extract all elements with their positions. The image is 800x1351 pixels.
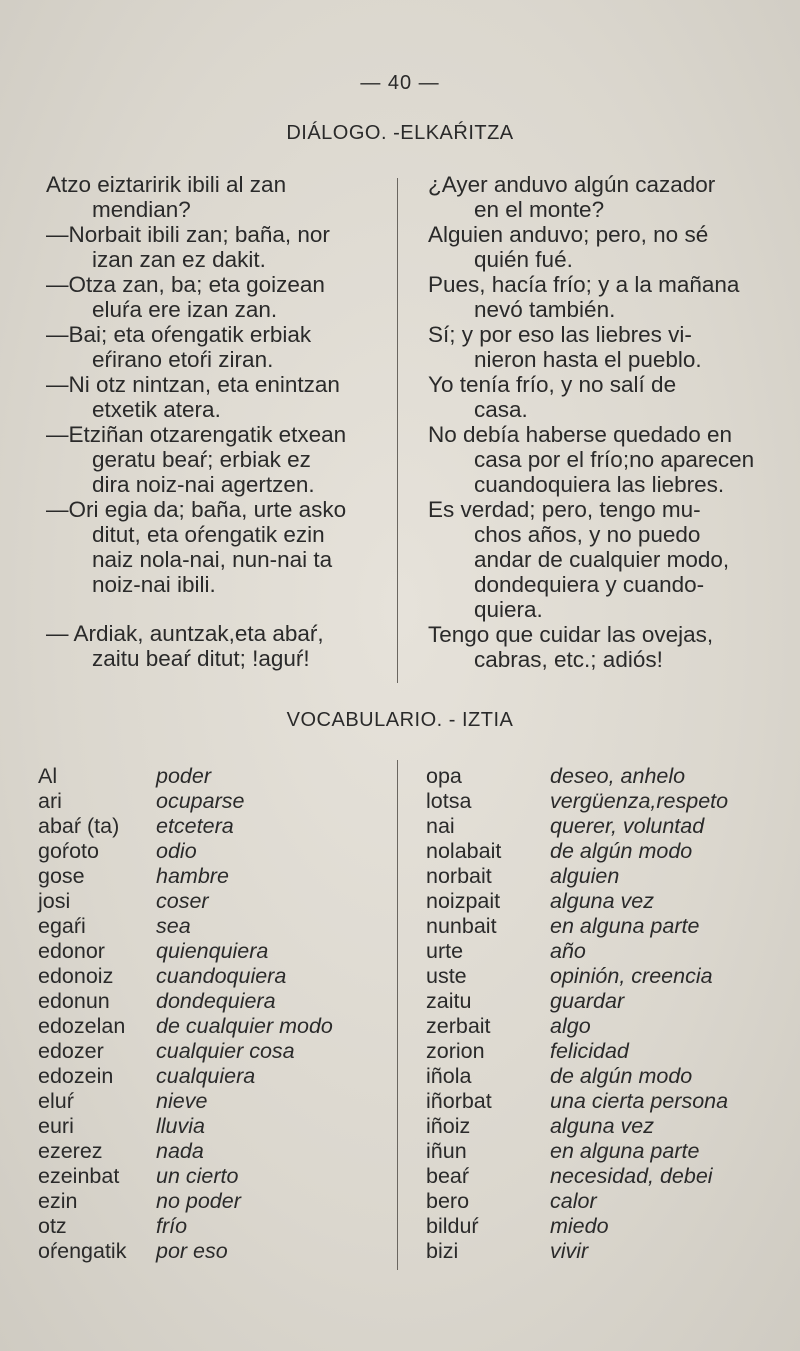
dialogue-line: ditut, eta oŕengatik ezin — [92, 522, 325, 547]
vocabulary-row — [38, 1039, 388, 1064]
vocabulary-meaning: una cierta persona — [550, 1089, 729, 1113]
vocabulary-term: nolabait — [426, 839, 502, 863]
vocabulary-term: lotsa — [426, 789, 472, 813]
vocabulary-meaning: un cierto — [156, 1164, 239, 1188]
vocabulary-row — [426, 1064, 786, 1089]
vocabulary-term: otz — [38, 1214, 67, 1238]
vocabulary-term: nunbait — [426, 914, 497, 938]
vocabulary-term: iñola — [426, 1064, 472, 1088]
dialogue-line: quiera. — [474, 597, 543, 622]
dialogue-entry — [46, 322, 386, 372]
vocabulary-row — [38, 939, 388, 964]
vocabulary-meaning: opinión, creencia — [550, 964, 713, 988]
vocabulary-term: norbait — [426, 864, 492, 888]
vocabulary-title: VOCABULARIO. - IZTIA — [286, 709, 514, 731]
dialogue-entry — [46, 272, 386, 322]
dialogue-line: casa por el frío;no aparecen — [474, 447, 755, 472]
vocabulary-meaning: etcetera — [156, 814, 234, 838]
page-number: — 40 — — [360, 72, 440, 94]
vocabulary-row — [426, 1214, 786, 1239]
vocabulary-meaning: de cualquier modo — [156, 1014, 333, 1038]
vocabulary-meaning: alguna vez — [550, 1114, 654, 1138]
vocabulary-meaning: en alguna parte — [550, 1139, 700, 1163]
vocabulary-term: bero — [426, 1189, 470, 1213]
vocabulary-term: zerbait — [426, 1014, 491, 1038]
vocabulary-row — [38, 1189, 388, 1214]
vocabulary-meaning: alguien — [550, 864, 620, 888]
dialogue-entry — [428, 622, 768, 672]
dialogue-line: noiz-nai ibili. — [92, 572, 216, 597]
vocabulary-term: edonoiz — [38, 964, 114, 988]
vocabulary-meaning: alguna vez — [550, 889, 654, 913]
column-divider — [397, 760, 398, 1270]
vocabulary-meaning: miedo — [550, 1214, 609, 1238]
vocabulary-meaning: frío — [156, 1214, 188, 1238]
vocabulary-meaning: dondequiera — [156, 989, 276, 1013]
dialogue-line: cuandoquiera las liebres. — [474, 472, 725, 497]
vocabulary-term: egaŕi — [38, 914, 86, 938]
vocabulary-term: opa — [426, 764, 462, 788]
vocabulary-meaning: querer, voluntad — [550, 814, 705, 838]
dialogue-entry — [46, 172, 386, 222]
vocabulary-row — [426, 1164, 786, 1189]
dialogue-entry — [428, 172, 768, 222]
vocabulary-row — [426, 889, 786, 914]
vocabulary-term: Al — [38, 764, 58, 788]
vocabulary-row — [38, 1114, 388, 1139]
vocabulary-meaning: cualquier cosa — [156, 1039, 295, 1063]
vocabulary-row — [38, 1064, 388, 1089]
vocabulary-meaning: odio — [156, 839, 197, 863]
vocabulary-term: ezerez — [38, 1139, 103, 1163]
dialogue-line: en el monte? — [474, 197, 605, 222]
dialogue-line: —Norbait ibili zan; baña, nor — [46, 222, 330, 247]
dialogue-line: —Ni otz nintzan, eta enintzan — [46, 372, 340, 397]
vocabulary-meaning: vergüenza,respeto — [550, 789, 729, 813]
vocabulary-term: iñun — [426, 1139, 467, 1163]
vocabulary-term: zaitu — [426, 989, 472, 1013]
dialogue-line: Alguien anduvo; pero, no sé — [428, 222, 709, 247]
dialogue-line: cabras, etc.; adiós! — [474, 647, 663, 672]
dialogue-line: —Etziñan otzarengatik etxean — [46, 422, 347, 447]
dialogue-line: casa. — [474, 397, 528, 422]
vocabulary-term: iñorbat — [426, 1089, 492, 1113]
vocabulary-term: zorion — [426, 1039, 485, 1063]
vocabulary-row — [38, 789, 388, 814]
dialogue-line: naiz nola-nai, nun-nai ta — [92, 547, 333, 572]
vocabulary-row — [38, 914, 388, 939]
vocabulary-right-column — [426, 764, 786, 1264]
vocabulary-meaning: sea — [156, 914, 191, 938]
vocabulary-meaning: deseo, anhelo — [550, 764, 686, 788]
dialogue-line: Es verdad; pero, tengo mu- — [428, 497, 701, 522]
vocabulary-row — [426, 814, 786, 839]
vocabulary-row — [38, 1139, 388, 1164]
vocabulary-meaning: nieve — [156, 1089, 208, 1113]
vocabulary-row — [38, 1089, 388, 1114]
vocabulary-term: bizi — [426, 1239, 459, 1263]
vocabulary-meaning: por eso — [156, 1239, 228, 1263]
vocabulary-term: edozein — [38, 1064, 114, 1088]
vocabulary-row — [426, 1089, 786, 1114]
vocabulary-meaning: poder — [156, 764, 211, 788]
dialogue-line: Atzo eiztaririk ibili al zan — [46, 172, 287, 197]
vocabulary-row — [426, 989, 786, 1014]
dialogue-line: dira noiz-nai agertzen. — [92, 472, 315, 497]
vocabulary-row — [426, 864, 786, 889]
dialogue-line: Sí; y por eso las liebres vi- — [428, 322, 692, 347]
dialogue-entry — [46, 621, 386, 671]
vocabulary-row — [38, 1239, 388, 1264]
dialogue-line: Pues, hacía frío; y a la mañana — [428, 272, 740, 297]
vocabulary-term: edonun — [38, 989, 110, 1013]
vocabulary-meaning: necesidad, debei — [550, 1164, 713, 1188]
dialogue-entry — [46, 222, 386, 272]
dialogue-entry — [46, 372, 386, 422]
dialogue-line: —Bai; eta oŕengatik erbiak — [46, 322, 312, 347]
vocabulary-meaning: guardar — [550, 989, 625, 1013]
vocabulary-term: uste — [426, 964, 467, 988]
vocabulary-row — [38, 964, 388, 989]
vocabulary-term: beaŕ — [426, 1164, 470, 1188]
vocabulary-row — [426, 1014, 786, 1039]
vocabulary-row — [38, 1214, 388, 1239]
vocabulary-term: nai — [426, 814, 455, 838]
dialogue-entry — [46, 497, 386, 597]
dialogue-line: zaitu beaŕ ditut; !aguŕ! — [92, 646, 310, 671]
vocabulary-meaning: vivir — [550, 1239, 589, 1263]
vocabulary-row — [426, 839, 786, 864]
vocabulary-term: urte — [426, 939, 464, 963]
dialogue-entry — [428, 422, 768, 497]
vocabulary-meaning: quienquiera — [156, 939, 269, 963]
vocabulary-row — [426, 1239, 786, 1264]
vocabulary-term: edozer — [38, 1039, 104, 1063]
vocabulary-row — [38, 889, 388, 914]
vocabulary-row — [426, 1189, 786, 1214]
vocabulary-meaning: coser — [156, 889, 209, 913]
dialogue-line: nevó también. — [474, 297, 616, 322]
dialogue-line: nieron hasta el pueblo. — [474, 347, 702, 372]
vocabulary-term: ezin — [38, 1189, 78, 1213]
vocabulary-row — [426, 1039, 786, 1064]
dialogue-line: eluŕa ere izan zan. — [92, 297, 278, 322]
vocabulary-row — [426, 789, 786, 814]
vocabulary-row — [38, 1014, 388, 1039]
dialogue-line: Tengo que cuidar las ovejas, — [428, 622, 714, 647]
vocabulary-row — [426, 1114, 786, 1139]
dialogue-line: Yo tenía frío, y no salí de — [428, 372, 677, 397]
vocabulary-meaning: no poder — [156, 1189, 241, 1213]
column-divider — [397, 178, 398, 683]
dialogue-line: — Ardiak, auntzak,eta abaŕ, — [46, 621, 324, 646]
dialogue-line: etxetik atera. — [92, 397, 221, 422]
dialogue-line: —Ori egia da; baña, urte asko — [46, 497, 347, 522]
dialogue-line: quién fué. — [474, 247, 573, 272]
vocabulary-term: ari — [38, 789, 62, 813]
dialogue-entry — [428, 222, 768, 272]
dialogue-line: andar de cualquier modo, — [474, 547, 730, 572]
vocabulary-row — [38, 814, 388, 839]
vocabulary-meaning: lluvia — [156, 1114, 205, 1138]
dialogue-line: mendian? — [92, 197, 191, 222]
vocabulary-meaning: cuandoquiera — [156, 964, 287, 988]
vocabulary-term: euri — [38, 1114, 74, 1138]
vocabulary-meaning: hambre — [156, 864, 229, 888]
vocabulary-meaning: en alguna parte — [550, 914, 700, 938]
vocabulary-meaning: algo — [550, 1014, 591, 1038]
vocabulary-term: edonor — [38, 939, 105, 963]
vocabulary-row — [38, 1164, 388, 1189]
dialogue-line: No debía haberse quedado en — [428, 422, 733, 447]
vocabulary-meaning: calor — [550, 1189, 597, 1213]
dialogue-entry — [428, 322, 768, 372]
vocabulary-term: bilduŕ — [426, 1214, 479, 1238]
dialogue-entry — [428, 497, 768, 622]
vocabulary-meaning: ocuparse — [156, 789, 245, 813]
dialogue-line: izan zan ez dakit. — [92, 247, 266, 272]
vocabulary-row — [38, 839, 388, 864]
vocabulary-term: ezeinbat — [38, 1164, 120, 1188]
vocabulary-row — [426, 939, 786, 964]
dialogue-line: dondequiera y cuando- — [474, 572, 705, 597]
vocabulary-row — [38, 864, 388, 889]
vocabulary-meaning: nada — [156, 1139, 204, 1163]
dialogue-line: —Otza zan, ba; eta goizean — [46, 272, 325, 297]
vocabulary-meaning: de algún modo — [550, 1064, 693, 1088]
vocabulary-row — [426, 1139, 786, 1164]
vocabulary-term: josi — [38, 889, 71, 913]
vocabulary-meaning: año — [550, 939, 586, 963]
vocabulary-term: iñoiz — [426, 1114, 471, 1138]
vocabulary-row — [426, 914, 786, 939]
dialogue-line: chos años, y no puedo — [474, 522, 701, 547]
vocabulary-left-column — [38, 764, 388, 1264]
vocabulary-term: goŕoto — [38, 839, 99, 863]
vocabulary-row — [38, 764, 388, 789]
vocabulary-term: gose — [38, 864, 85, 888]
vocabulary-term: edozelan — [38, 1014, 126, 1038]
vocabulary-term: noizpait — [426, 889, 501, 913]
dialogue-spanish-column — [428, 172, 768, 672]
vocabulary-term: abaŕ (ta) — [38, 814, 120, 838]
vocabulary-term: eluŕ — [38, 1089, 74, 1113]
dialogue-entry — [428, 272, 768, 322]
vocabulary-row — [426, 964, 786, 989]
dialogue-basque-column — [46, 172, 386, 671]
vocabulary-term: oŕengatik — [38, 1239, 127, 1263]
vocabulary-row — [426, 764, 786, 789]
vocabulary-meaning: de algún modo — [550, 839, 693, 863]
vocabulary-meaning: cualquiera — [156, 1064, 256, 1088]
dialogue-title: DIÁLOGO. -ELKAŔITZA — [286, 122, 514, 144]
dialogue-line: geratu beaŕ; erbiak ez — [92, 447, 311, 472]
dialogue-line: eŕirano etoŕi ziran. — [92, 347, 274, 372]
vocabulary-meaning: felicidad — [550, 1039, 629, 1063]
dialogue-entry — [46, 422, 386, 497]
dialogue-entry — [428, 372, 768, 422]
vocabulary-row — [38, 989, 388, 1014]
dialogue-line: ¿Ayer anduvo algún cazador — [428, 172, 716, 197]
